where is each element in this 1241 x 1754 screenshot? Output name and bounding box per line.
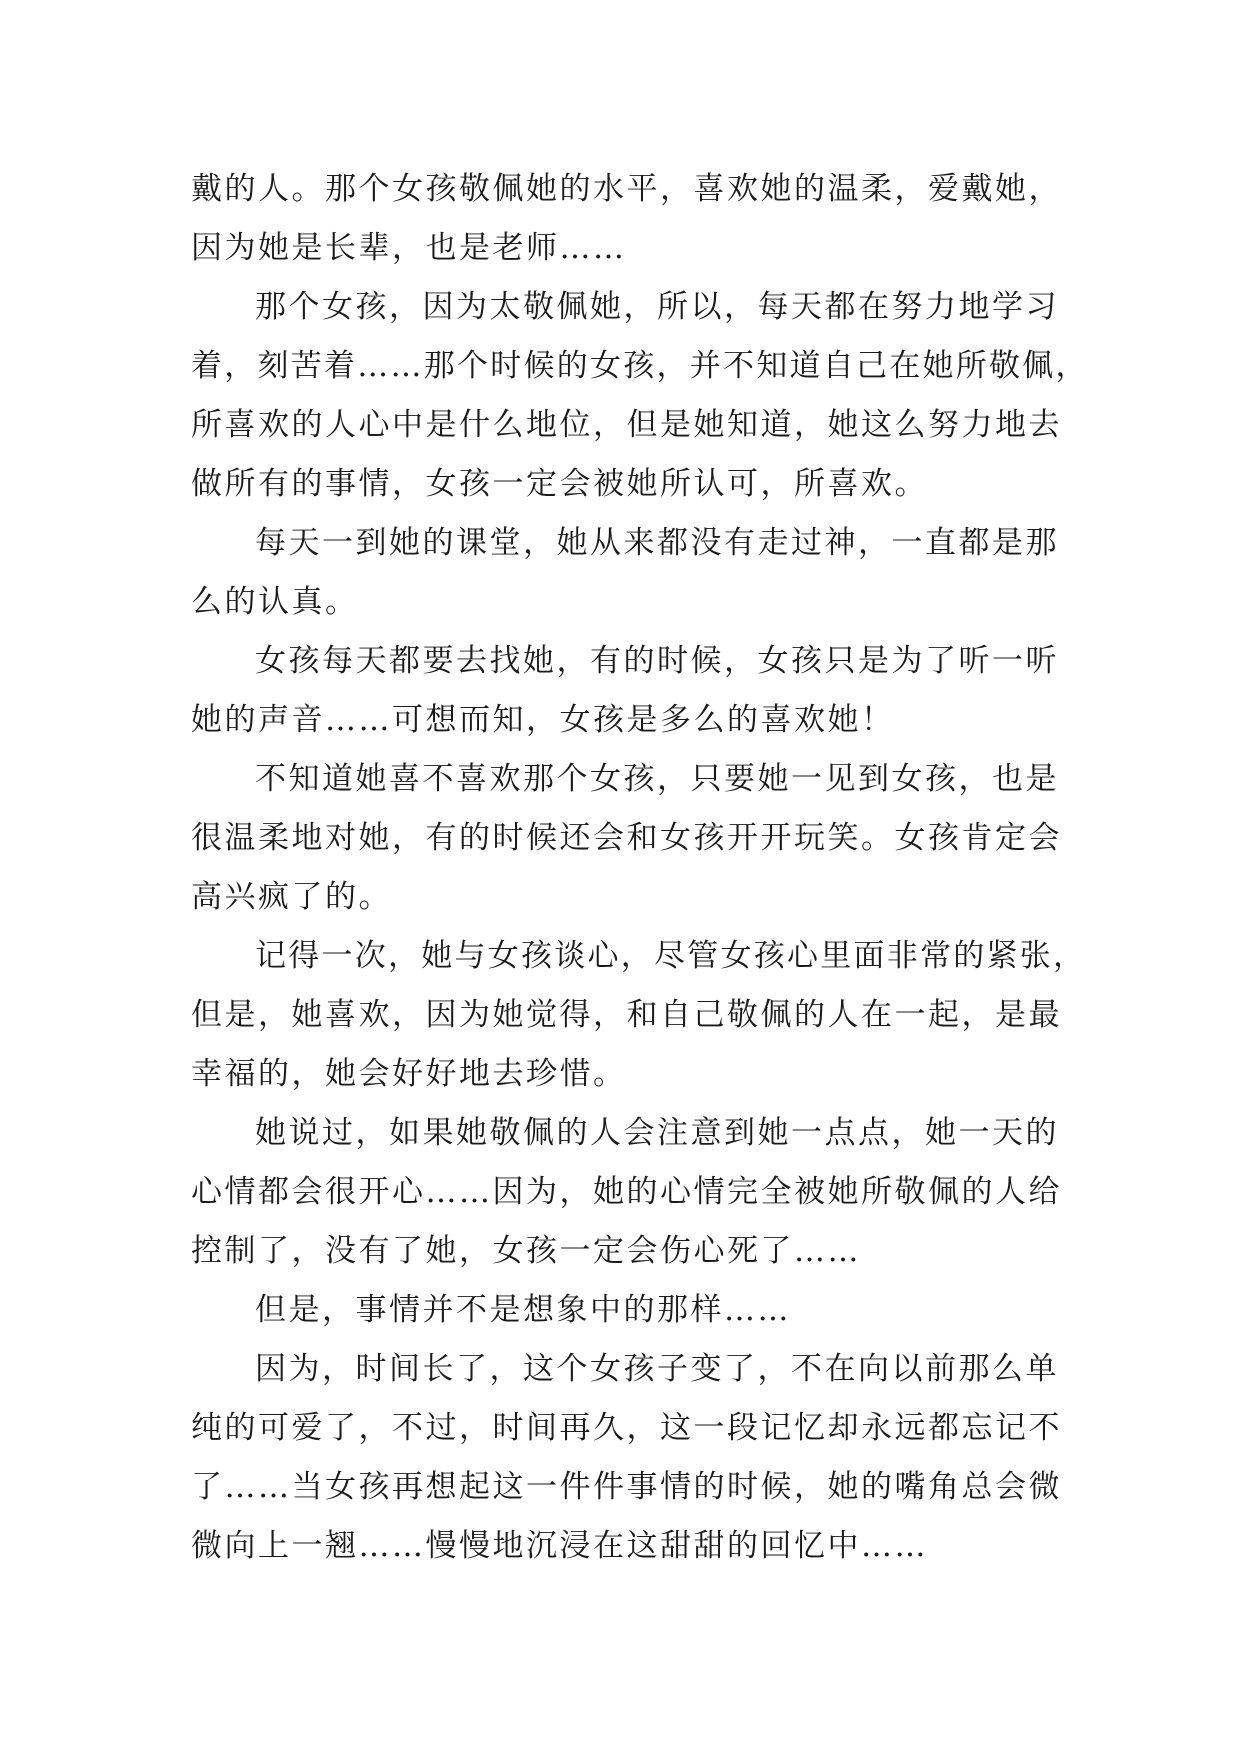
text-line: 幸福的，她会好好地去珍惜。 bbox=[191, 1056, 627, 1092]
text-line: 着，刻苦着……那个时候的女孩，并不知道自己在她所敬佩， bbox=[191, 348, 1089, 384]
text-line: 么的认真。 bbox=[191, 584, 359, 620]
text-line: 了……当女孩再想起这一件件事情的时候，她的嘴角总会微 bbox=[191, 1469, 1062, 1505]
text-line: 纯的可爱了，不过，时间再久，这一段记忆却永远都忘记不 bbox=[191, 1410, 1062, 1446]
text-line: 控制了，没有了她，女孩一定会伤心死了…… bbox=[191, 1233, 861, 1269]
text-line: 但是，她喜欢，因为她觉得，和自己敬佩的人在一起，是最 bbox=[191, 997, 1062, 1033]
text-line: 所喜欢的人心中是什么地位，但是她知道，她这么努力地去 bbox=[191, 407, 1062, 443]
document-body bbox=[191, 160, 1089, 1576]
text-line: 很温柔地对她，有的时候还会和女孩开开玩笑。女孩肯定会 bbox=[191, 820, 1062, 856]
paragraph-first-line: 因为，时间长了，这个女孩子变了，不在向以前那么单 bbox=[255, 1351, 1059, 1387]
paragraph-first-line: 那个女孩，因为太敬佩她，所以，每天都在努力地学习 bbox=[255, 289, 1059, 325]
paragraph-first-line: 但是，事情并不是想象中的那样…… bbox=[255, 1292, 791, 1328]
text-line: 微向上一翘……慢慢地沉浸在这甜甜的回忆中…… bbox=[191, 1528, 928, 1564]
text-line: 她的声音……可想而知，女孩是多么的喜欢她！ bbox=[191, 702, 895, 738]
paragraph-first-line: 记得一次，她与女孩谈心，尽管女孩心里面非常的紧张， bbox=[255, 938, 1087, 974]
paragraph-first-line: 不知道她喜不喜欢那个女孩，只要她一见到女孩，也是 bbox=[255, 761, 1059, 797]
text-line: 戴的人。那个女孩敬佩她的水平，喜欢她的温柔，爱戴她， bbox=[191, 171, 1062, 207]
text-line: 高兴疯了的。 bbox=[191, 879, 392, 915]
paragraph-first-line: 她说过，如果她敬佩的人会注意到她一点点，她一天的 bbox=[255, 1115, 1059, 1151]
text-line: 做所有的事情，女孩一定会被她所认可，所喜欢。 bbox=[191, 466, 928, 502]
paragraph-first-line: 每天一到她的课堂，她从来都没有走过神，一直都是那 bbox=[255, 525, 1059, 561]
paragraph-first-line: 女孩每天都要去找她，有的时候，女孩只是为了听一听 bbox=[255, 643, 1059, 679]
text-line: 因为她是长辈，也是老师…… bbox=[191, 230, 627, 266]
text-line: 心情都会很开心……因为，她的心情完全被她所敬佩的人给 bbox=[191, 1174, 1062, 1210]
